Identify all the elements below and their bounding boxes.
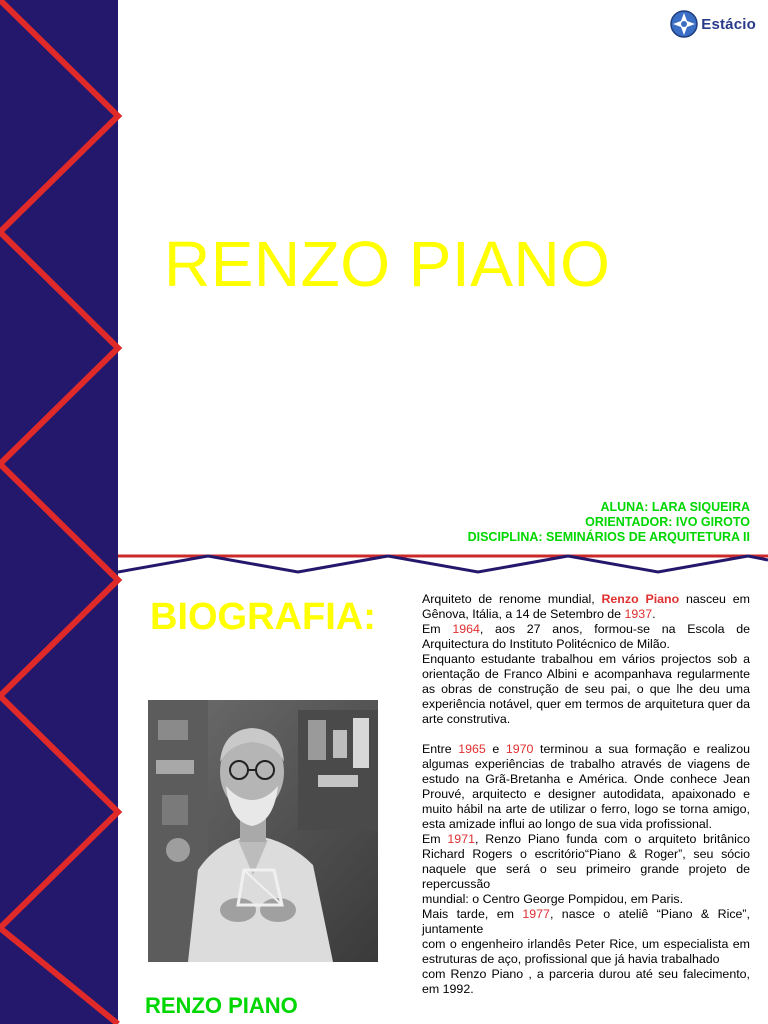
paragraph-text: Entre bbox=[422, 742, 459, 756]
paragraph-text: Enquanto estudante trabalhou em vários projectos sob a orientação de Franco Albini e acompanhava regularmente as obras de construção de seu pai, o que lhe deu uma experiência notável, quer em termos de arquitetura quer da arte construtiva. bbox=[422, 652, 750, 726]
course-line: DISCIPLINA: SEMINÁRIOS DE ARQUITETURA II bbox=[467, 530, 750, 544]
paragraph-gap bbox=[422, 727, 750, 742]
student-line: ALUNA: LARA SIQUEIRA bbox=[600, 500, 750, 514]
paragraph-text: Mais tarde, em bbox=[422, 907, 523, 921]
biography-text bbox=[422, 592, 750, 997]
biography-paragraph bbox=[422, 652, 750, 727]
section-divider bbox=[118, 548, 768, 578]
biography-paragraph bbox=[422, 832, 750, 892]
paragraph-text: . bbox=[652, 607, 656, 621]
photo-caption: RENZO PIANO bbox=[145, 993, 298, 1018]
highlighted-text: 1977 bbox=[522, 907, 550, 921]
paragraph-text: Em bbox=[422, 832, 448, 846]
estacio-logo bbox=[670, 10, 756, 38]
advisor-line: ORIENTADOR: IVO GIROTO bbox=[585, 515, 750, 529]
biography-paragraph bbox=[422, 592, 750, 622]
paragraph-text: , nasce o ateliê “Piano & Rice”, juntamente bbox=[422, 907, 750, 936]
biography-paragraph bbox=[422, 742, 750, 832]
logo-text: Estácio bbox=[701, 15, 756, 33]
paragraph-text: nasceu em Gênova, Itália, a 14 de Setembro de bbox=[422, 592, 750, 621]
paragraph-text: com o engenheiro irlandês Peter Rice, um especialista em estruturas de aço, profissional que já havia trabalhado bbox=[422, 937, 750, 966]
paragraph-text: com Renzo Piano , a parceria durou até seu falecimento, em 1992. bbox=[422, 967, 750, 996]
biography-paragraph bbox=[422, 937, 750, 967]
paragraph-text: , Renzo Piano funda com o arquiteto britânico Richard Rogers o escritório“Piano & Roger”, seu sócio naquele que será o seu primeiro grande projeto de repercussão bbox=[422, 832, 750, 891]
biography-heading: BIOGRAFIA: bbox=[150, 596, 376, 638]
paragraph-text: Em bbox=[422, 622, 453, 636]
highlighted-text: 1964 bbox=[452, 622, 480, 636]
biography-paragraph bbox=[422, 967, 750, 997]
biography-paragraph bbox=[422, 907, 750, 937]
biography-paragraph bbox=[422, 892, 750, 907]
highlighted-text: 1970 bbox=[505, 742, 534, 756]
page-title: RENZO PIANO bbox=[164, 228, 611, 300]
paragraph-text: , aos 27 anos, formou-se na Escola de Arquitectura do Instituto Politécnico de Milão. bbox=[422, 622, 750, 651]
renzo-piano-portrait bbox=[148, 700, 378, 962]
estacio-logo-icon bbox=[670, 10, 698, 38]
highlighted-text: 1965 bbox=[458, 742, 486, 756]
paragraph-text: e bbox=[485, 742, 506, 756]
credits-block bbox=[468, 500, 750, 545]
zigzag-decoration bbox=[0, 0, 124, 1024]
paragraph-text: terminou a sua formação e realizou algumas experiências de trabalho através de viagens de estudo na Grã-Bretanha e América. Onde conhece Jean Prouvé, arquitecto e designer autodidata, apaixonado e muito hábil na arte de utilizar o ferro, logo se torna amigo, esta amizade influi ao longo de sua vida profissional. bbox=[422, 742, 751, 831]
highlighted-text: Renzo Piano bbox=[601, 592, 680, 606]
biography-paragraph bbox=[422, 622, 750, 652]
paragraph-text: Arquiteto de renome mundial, bbox=[422, 592, 602, 606]
highlighted-text: 1971 bbox=[447, 832, 475, 846]
paragraph-text: mundial: o Centro George Pompidou, em Paris. bbox=[422, 892, 684, 906]
highlighted-text: 1937 bbox=[624, 607, 653, 621]
